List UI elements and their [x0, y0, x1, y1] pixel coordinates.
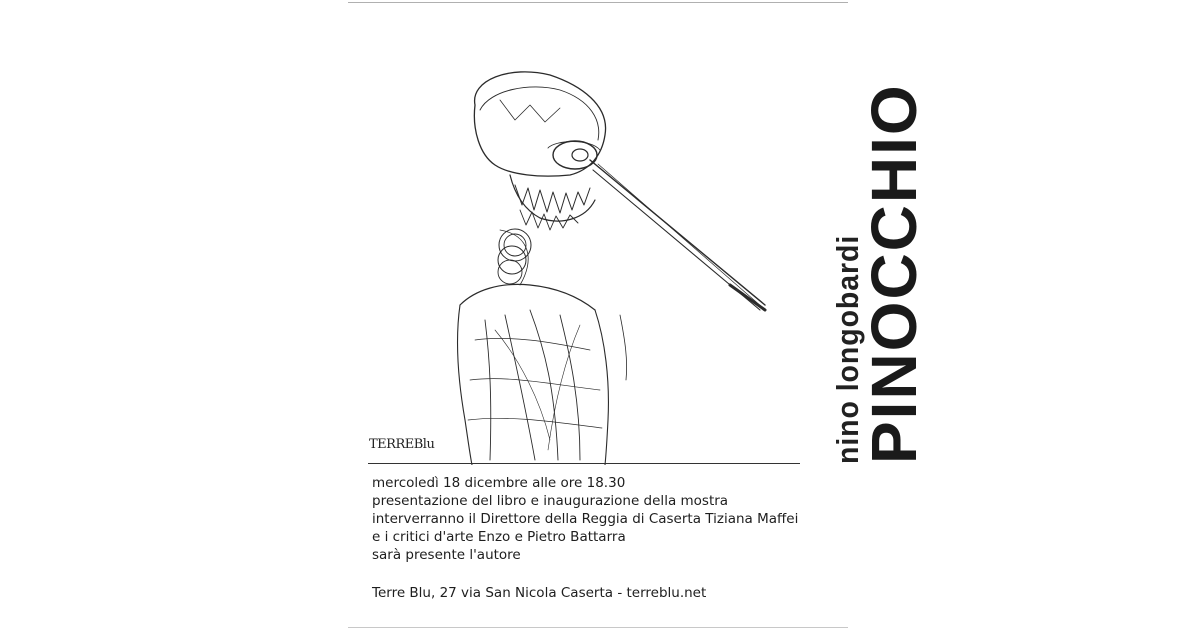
event-speakers-line: interverranno il Direttore della Reggia di Caserta Tiziana Maffei — [372, 511, 799, 527]
top-rule — [348, 2, 848, 3]
bottom-rule — [348, 627, 848, 628]
event-critics-line: e i critici d'arte Enzo e Pietro Battarra — [372, 529, 626, 545]
venue-address: Terre Blu, 27 via San Nicola Caserta - terreblu.net — [372, 585, 707, 601]
event-presentation-line: presentazione del libro e inaugurazione della mostra — [372, 493, 729, 509]
vertical-title-block — [830, 83, 930, 464]
event-author-present-line: sarà presente l'autore — [372, 547, 521, 563]
pinocchio-sketch-illustration — [430, 60, 770, 465]
author-name: nino longobardi — [830, 234, 865, 464]
terreblu-logo: TERREBlu — [369, 437, 435, 452]
event-date-line: mercoledì 18 dicembre alle ore 18.30 — [372, 475, 626, 491]
book-title: PINOCCHIO — [858, 83, 930, 464]
divider-line — [368, 463, 800, 464]
event-details — [372, 474, 798, 564]
